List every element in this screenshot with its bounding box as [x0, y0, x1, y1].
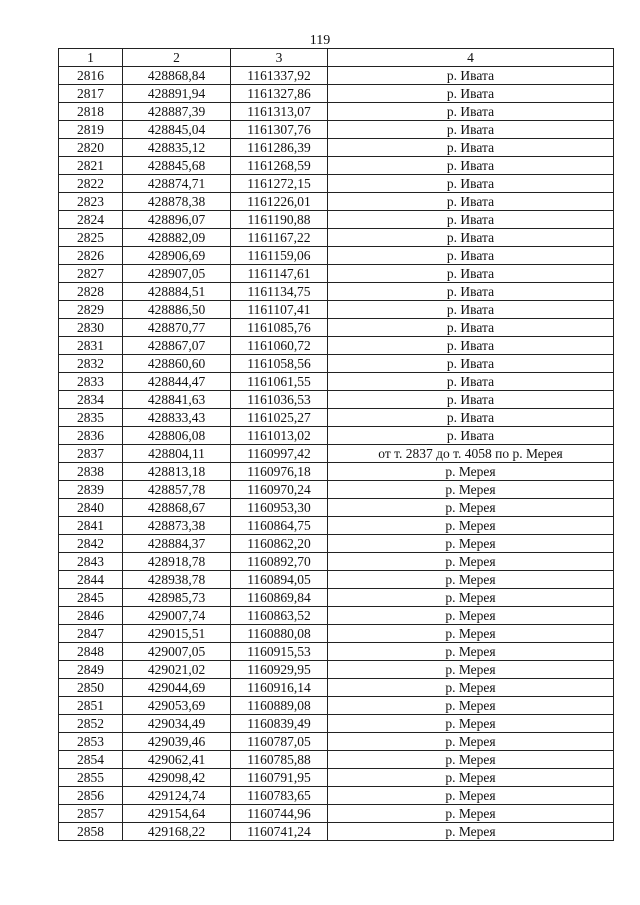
- y-coordinate-cell: 1160862,20: [231, 535, 328, 553]
- x-coordinate-cell: 429007,05: [123, 643, 231, 661]
- point-number-cell: 2821: [59, 157, 123, 175]
- table-row: [59, 805, 614, 823]
- x-coordinate-cell: 429034,49: [123, 715, 231, 733]
- point-number-cell: 2847: [59, 625, 123, 643]
- description-cell: р. Мерея: [328, 679, 614, 697]
- table-row: [59, 139, 614, 157]
- y-coordinate-cell: 1161313,07: [231, 103, 328, 121]
- table-row: [59, 355, 614, 373]
- x-coordinate-cell: 429053,69: [123, 697, 231, 715]
- y-coordinate-cell: 1161013,02: [231, 427, 328, 445]
- x-coordinate-cell: 429062,41: [123, 751, 231, 769]
- y-coordinate-cell: 1160783,65: [231, 787, 328, 805]
- y-coordinate-cell: 1160953,30: [231, 499, 328, 517]
- x-coordinate-cell: 428906,69: [123, 247, 231, 265]
- y-coordinate-cell: 1161159,06: [231, 247, 328, 265]
- table-row: [59, 265, 614, 283]
- y-coordinate-cell: 1160869,84: [231, 589, 328, 607]
- description-cell: р. Мерея: [328, 787, 614, 805]
- point-number-cell: 2848: [59, 643, 123, 661]
- description-cell: р. Мерея: [328, 553, 614, 571]
- x-coordinate-cell: 428868,67: [123, 499, 231, 517]
- y-coordinate-cell: 1160915,53: [231, 643, 328, 661]
- description-cell: р. Мерея: [328, 589, 614, 607]
- description-cell: р. Ивата: [328, 301, 614, 319]
- y-coordinate-cell: 1161147,61: [231, 265, 328, 283]
- table-row: [59, 553, 614, 571]
- description-cell: р. Ивата: [328, 121, 614, 139]
- x-coordinate-cell: 428878,38: [123, 193, 231, 211]
- point-number-cell: 2823: [59, 193, 123, 211]
- x-coordinate-cell: 428896,07: [123, 211, 231, 229]
- description-cell: р. Ивата: [328, 337, 614, 355]
- x-coordinate-cell: 428884,51: [123, 283, 231, 301]
- table-row: [59, 517, 614, 535]
- y-coordinate-cell: 1161167,22: [231, 229, 328, 247]
- y-coordinate-cell: 1160889,08: [231, 697, 328, 715]
- point-number-cell: 2842: [59, 535, 123, 553]
- table-row: [59, 283, 614, 301]
- y-coordinate-cell: 1160894,05: [231, 571, 328, 589]
- y-coordinate-cell: 1161226,01: [231, 193, 328, 211]
- point-number-cell: 2834: [59, 391, 123, 409]
- description-cell: р. Ивата: [328, 283, 614, 301]
- y-coordinate-cell: 1161107,41: [231, 301, 328, 319]
- table-header-row: [59, 49, 614, 67]
- table-row: [59, 643, 614, 661]
- x-coordinate-cell: 428884,37: [123, 535, 231, 553]
- table-row: [59, 823, 614, 841]
- x-coordinate-cell: 429007,74: [123, 607, 231, 625]
- column-header-2: 2: [123, 49, 231, 67]
- description-cell: р. Мерея: [328, 715, 614, 733]
- x-coordinate-cell: 428985,73: [123, 589, 231, 607]
- point-number-cell: 2831: [59, 337, 123, 355]
- point-number-cell: 2825: [59, 229, 123, 247]
- description-cell: р. Мерея: [328, 463, 614, 481]
- point-number-cell: 2824: [59, 211, 123, 229]
- description-cell: р. Ивата: [328, 427, 614, 445]
- description-cell: р. Ивата: [328, 67, 614, 85]
- point-number-cell: 2853: [59, 733, 123, 751]
- table-row: [59, 697, 614, 715]
- table-row: [59, 319, 614, 337]
- y-coordinate-cell: 1161025,27: [231, 409, 328, 427]
- y-coordinate-cell: 1161085,76: [231, 319, 328, 337]
- x-coordinate-cell: 428835,12: [123, 139, 231, 157]
- x-coordinate-cell: 429154,64: [123, 805, 231, 823]
- y-coordinate-cell: 1161272,15: [231, 175, 328, 193]
- description-cell: р. Ивата: [328, 157, 614, 175]
- y-coordinate-cell: 1160976,18: [231, 463, 328, 481]
- table-row: [59, 733, 614, 751]
- x-coordinate-cell: 428882,09: [123, 229, 231, 247]
- y-coordinate-cell: 1160880,08: [231, 625, 328, 643]
- point-number-cell: 2849: [59, 661, 123, 679]
- table-row: [59, 247, 614, 265]
- description-cell: р. Мерея: [328, 697, 614, 715]
- description-cell: р. Мерея: [328, 751, 614, 769]
- description-cell: р. Мерея: [328, 607, 614, 625]
- point-number-cell: 2830: [59, 319, 123, 337]
- table-row: [59, 607, 614, 625]
- table-row: [59, 301, 614, 319]
- table-row: [59, 103, 614, 121]
- point-number-cell: 2826: [59, 247, 123, 265]
- y-coordinate-cell: 1161060,72: [231, 337, 328, 355]
- table-row: [59, 193, 614, 211]
- point-number-cell: 2835: [59, 409, 123, 427]
- table-row: [59, 427, 614, 445]
- table-row: [59, 337, 614, 355]
- y-coordinate-cell: 1160839,49: [231, 715, 328, 733]
- x-coordinate-cell: 428845,68: [123, 157, 231, 175]
- point-number-cell: 2851: [59, 697, 123, 715]
- description-cell: р. Мерея: [328, 625, 614, 643]
- point-number-cell: 2840: [59, 499, 123, 517]
- table-row: [59, 481, 614, 499]
- table-row: [59, 175, 614, 193]
- point-number-cell: 2818: [59, 103, 123, 121]
- table-row: [59, 463, 614, 481]
- point-number-cell: 2817: [59, 85, 123, 103]
- point-number-cell: 2855: [59, 769, 123, 787]
- table-row: [59, 409, 614, 427]
- description-cell: р. Ивата: [328, 175, 614, 193]
- x-coordinate-cell: 428857,78: [123, 481, 231, 499]
- y-coordinate-cell: 1161061,55: [231, 373, 328, 391]
- description-cell: р. Мерея: [328, 499, 614, 517]
- column-header-3: 3: [231, 49, 328, 67]
- y-coordinate-cell: 1161036,53: [231, 391, 328, 409]
- table-row: [59, 625, 614, 643]
- y-coordinate-cell: 1160892,70: [231, 553, 328, 571]
- y-coordinate-cell: 1160785,88: [231, 751, 328, 769]
- point-number-cell: 2838: [59, 463, 123, 481]
- description-cell: р. Ивата: [328, 265, 614, 283]
- coordinates-table: [58, 48, 614, 841]
- x-coordinate-cell: 428886,50: [123, 301, 231, 319]
- description-cell: р. Ивата: [328, 229, 614, 247]
- table-row: [59, 157, 614, 175]
- table-row: [59, 751, 614, 769]
- table-row: [59, 535, 614, 553]
- point-number-cell: 2819: [59, 121, 123, 139]
- x-coordinate-cell: 428813,18: [123, 463, 231, 481]
- x-coordinate-cell: 428868,84: [123, 67, 231, 85]
- x-coordinate-cell: 428891,94: [123, 85, 231, 103]
- x-coordinate-cell: 429124,74: [123, 787, 231, 805]
- y-coordinate-cell: 1160791,95: [231, 769, 328, 787]
- x-coordinate-cell: 428907,05: [123, 265, 231, 283]
- y-coordinate-cell: 1160997,42: [231, 445, 328, 463]
- description-cell: р. Ивата: [328, 103, 614, 121]
- x-coordinate-cell: 428844,47: [123, 373, 231, 391]
- description-cell: р. Мерея: [328, 769, 614, 787]
- description-cell: р. Мерея: [328, 733, 614, 751]
- point-number-cell: 2837: [59, 445, 123, 463]
- point-number-cell: 2846: [59, 607, 123, 625]
- description-cell: р. Ивата: [328, 373, 614, 391]
- point-number-cell: 2845: [59, 589, 123, 607]
- x-coordinate-cell: 429168,22: [123, 823, 231, 841]
- y-coordinate-cell: 1160929,95: [231, 661, 328, 679]
- x-coordinate-cell: 428938,78: [123, 571, 231, 589]
- point-number-cell: 2841: [59, 517, 123, 535]
- description-cell: р. Ивата: [328, 193, 614, 211]
- table-row: [59, 445, 614, 463]
- y-coordinate-cell: 1161286,39: [231, 139, 328, 157]
- description-cell: р. Мерея: [328, 661, 614, 679]
- x-coordinate-cell: 428867,07: [123, 337, 231, 355]
- y-coordinate-cell: 1160970,24: [231, 481, 328, 499]
- x-coordinate-cell: 428870,77: [123, 319, 231, 337]
- description-cell: от т. 2837 до т. 4058 по р. Мерея: [328, 445, 614, 463]
- description-cell: р. Ивата: [328, 409, 614, 427]
- x-coordinate-cell: 428806,08: [123, 427, 231, 445]
- point-number-cell: 2829: [59, 301, 123, 319]
- point-number-cell: 2827: [59, 265, 123, 283]
- x-coordinate-cell: 429098,42: [123, 769, 231, 787]
- table-row: [59, 571, 614, 589]
- x-coordinate-cell: 429044,69: [123, 679, 231, 697]
- point-number-cell: 2858: [59, 823, 123, 841]
- table-row: [59, 211, 614, 229]
- y-coordinate-cell: 1161058,56: [231, 355, 328, 373]
- x-coordinate-cell: 428841,63: [123, 391, 231, 409]
- description-cell: р. Ивата: [328, 391, 614, 409]
- table-row: [59, 373, 614, 391]
- description-cell: р. Мерея: [328, 571, 614, 589]
- table-row: [59, 499, 614, 517]
- x-coordinate-cell: 428918,78: [123, 553, 231, 571]
- point-number-cell: 2816: [59, 67, 123, 85]
- point-number-cell: 2844: [59, 571, 123, 589]
- table-row: [59, 715, 614, 733]
- description-cell: р. Мерея: [328, 823, 614, 841]
- x-coordinate-cell: 428860,60: [123, 355, 231, 373]
- description-cell: р. Ивата: [328, 211, 614, 229]
- y-coordinate-cell: 1160741,24: [231, 823, 328, 841]
- description-cell: р. Ивата: [328, 85, 614, 103]
- description-cell: р. Ивата: [328, 355, 614, 373]
- table-row: [59, 85, 614, 103]
- x-coordinate-cell: 428804,11: [123, 445, 231, 463]
- description-cell: р. Ивата: [328, 247, 614, 265]
- point-number-cell: 2857: [59, 805, 123, 823]
- y-coordinate-cell: 1161268,59: [231, 157, 328, 175]
- table-body: [59, 67, 614, 841]
- table-row: [59, 679, 614, 697]
- y-coordinate-cell: 1161134,75: [231, 283, 328, 301]
- description-cell: р. Мерея: [328, 517, 614, 535]
- y-coordinate-cell: 1160744,96: [231, 805, 328, 823]
- point-number-cell: 2856: [59, 787, 123, 805]
- y-coordinate-cell: 1160864,75: [231, 517, 328, 535]
- point-number-cell: 2852: [59, 715, 123, 733]
- point-number-cell: 2843: [59, 553, 123, 571]
- point-number-cell: 2836: [59, 427, 123, 445]
- x-coordinate-cell: 428833,43: [123, 409, 231, 427]
- table-row: [59, 391, 614, 409]
- point-number-cell: 2839: [59, 481, 123, 499]
- x-coordinate-cell: 429015,51: [123, 625, 231, 643]
- y-coordinate-cell: 1160863,52: [231, 607, 328, 625]
- y-coordinate-cell: 1161337,92: [231, 67, 328, 85]
- column-header-1: 1: [59, 49, 123, 67]
- y-coordinate-cell: 1161327,86: [231, 85, 328, 103]
- point-number-cell: 2828: [59, 283, 123, 301]
- point-number-cell: 2854: [59, 751, 123, 769]
- table-row: [59, 121, 614, 139]
- table-row: [59, 229, 614, 247]
- x-coordinate-cell: 429021,02: [123, 661, 231, 679]
- table-row: [59, 67, 614, 85]
- description-cell: р. Мерея: [328, 805, 614, 823]
- description-cell: р. Мерея: [328, 643, 614, 661]
- x-coordinate-cell: 429039,46: [123, 733, 231, 751]
- table-row: [59, 769, 614, 787]
- table-row: [59, 787, 614, 805]
- y-coordinate-cell: 1160787,05: [231, 733, 328, 751]
- point-number-cell: 2832: [59, 355, 123, 373]
- x-coordinate-cell: 428887,39: [123, 103, 231, 121]
- table-row: [59, 661, 614, 679]
- description-cell: р. Мерея: [328, 535, 614, 553]
- description-cell: р. Ивата: [328, 139, 614, 157]
- point-number-cell: 2833: [59, 373, 123, 391]
- column-header-4: 4: [328, 49, 614, 67]
- x-coordinate-cell: 428874,71: [123, 175, 231, 193]
- y-coordinate-cell: 1161190,88: [231, 211, 328, 229]
- description-cell: р. Мерея: [328, 481, 614, 499]
- y-coordinate-cell: 1161307,76: [231, 121, 328, 139]
- point-number-cell: 2820: [59, 139, 123, 157]
- description-cell: р. Ивата: [328, 319, 614, 337]
- point-number-cell: 2822: [59, 175, 123, 193]
- y-coordinate-cell: 1160916,14: [231, 679, 328, 697]
- page-number: 119: [309, 33, 331, 48]
- point-number-cell: 2850: [59, 679, 123, 697]
- x-coordinate-cell: 428845,04: [123, 121, 231, 139]
- table-row: [59, 589, 614, 607]
- x-coordinate-cell: 428873,38: [123, 517, 231, 535]
